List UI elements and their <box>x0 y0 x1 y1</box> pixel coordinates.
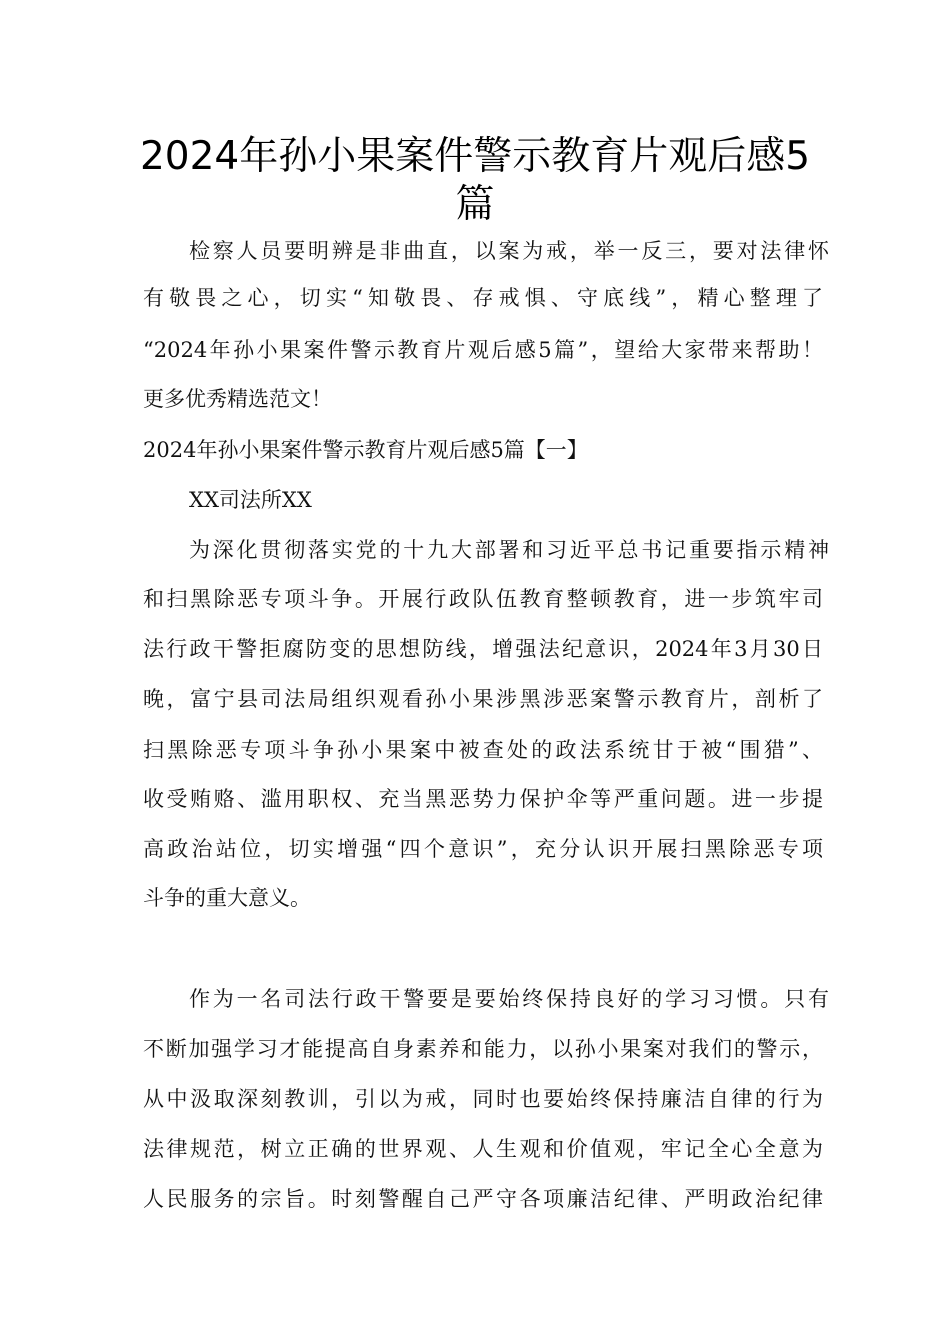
paragraph-line: 收受贿赂、滥用职权、充当黑恶势力保护伞等严重问题。进一步提 <box>143 787 823 811</box>
paragraph-line: 和扫黑除恶专项斗争。开展行政队伍教育整顿教育，进一步筑牢司 <box>143 587 823 611</box>
intro-line: “2024年孙小果案件警示教育片观后感5篇”，望给大家带来帮助！ <box>143 338 823 362</box>
paragraph-line: 人民服务的宗旨。时刻警醒自己严守各项廉洁纪律、严明政治纪律 <box>143 1187 823 1211</box>
paragraph-line: 高政治站位，切实增强“四个意识”，充分认识开展扫黑除恶专项 <box>143 837 823 861</box>
intro-line: 检察人员要明辨是非曲直，以案为戒，举一反三，要对法律怀 <box>189 239 829 263</box>
document-title-continued: 篇 <box>455 182 495 227</box>
paragraph-line: 为深化贯彻落实党的十九大部署和习近平总书记重要指示精神 <box>189 538 829 562</box>
paragraph-line: 不断加强学习才能提高自身素养和能力，以孙小果案对我们的警示， <box>143 1037 823 1061</box>
intro-line: 有敬畏之心，切实“知敬畏、存戒惧、守底线”，精心整理了 <box>143 286 823 310</box>
intro-line: 更多优秀精选范文！ <box>143 387 332 411</box>
section-heading: 2024年孙小果案件警示教育片观后感5篇【一】 <box>143 438 588 462</box>
paragraph-line: 斗争的重大意义。 <box>143 886 311 910</box>
paragraph-line: 扫黑除恶专项斗争孙小果案中被查处的政法系统甘于被“围猎”、 <box>143 738 823 762</box>
paragraph-line: 作为一名司法行政干警要是要始终保持良好的学习习惯。只有 <box>189 987 829 1011</box>
author-line: XX司法所XX <box>189 488 312 512</box>
paragraph-line: 从中汲取深刻教训，引以为戒，同时也要始终保持廉洁自律的行为 <box>143 1087 823 1111</box>
paragraph-line: 法行政干警拒腐防变的思想防线，增强法纪意识，2024年3月30日 <box>143 637 823 661</box>
paragraph-line: 法律规范，树立正确的世界观、人生观和价值观，牢记全心全意为 <box>143 1137 823 1161</box>
paragraph-line: 晚，富宁县司法局组织观看孙小果涉黑涉恶案警示教育片，剖析了 <box>143 687 823 711</box>
document-title: 2024年孙小果案件警示教育片观后感5 <box>139 134 811 179</box>
